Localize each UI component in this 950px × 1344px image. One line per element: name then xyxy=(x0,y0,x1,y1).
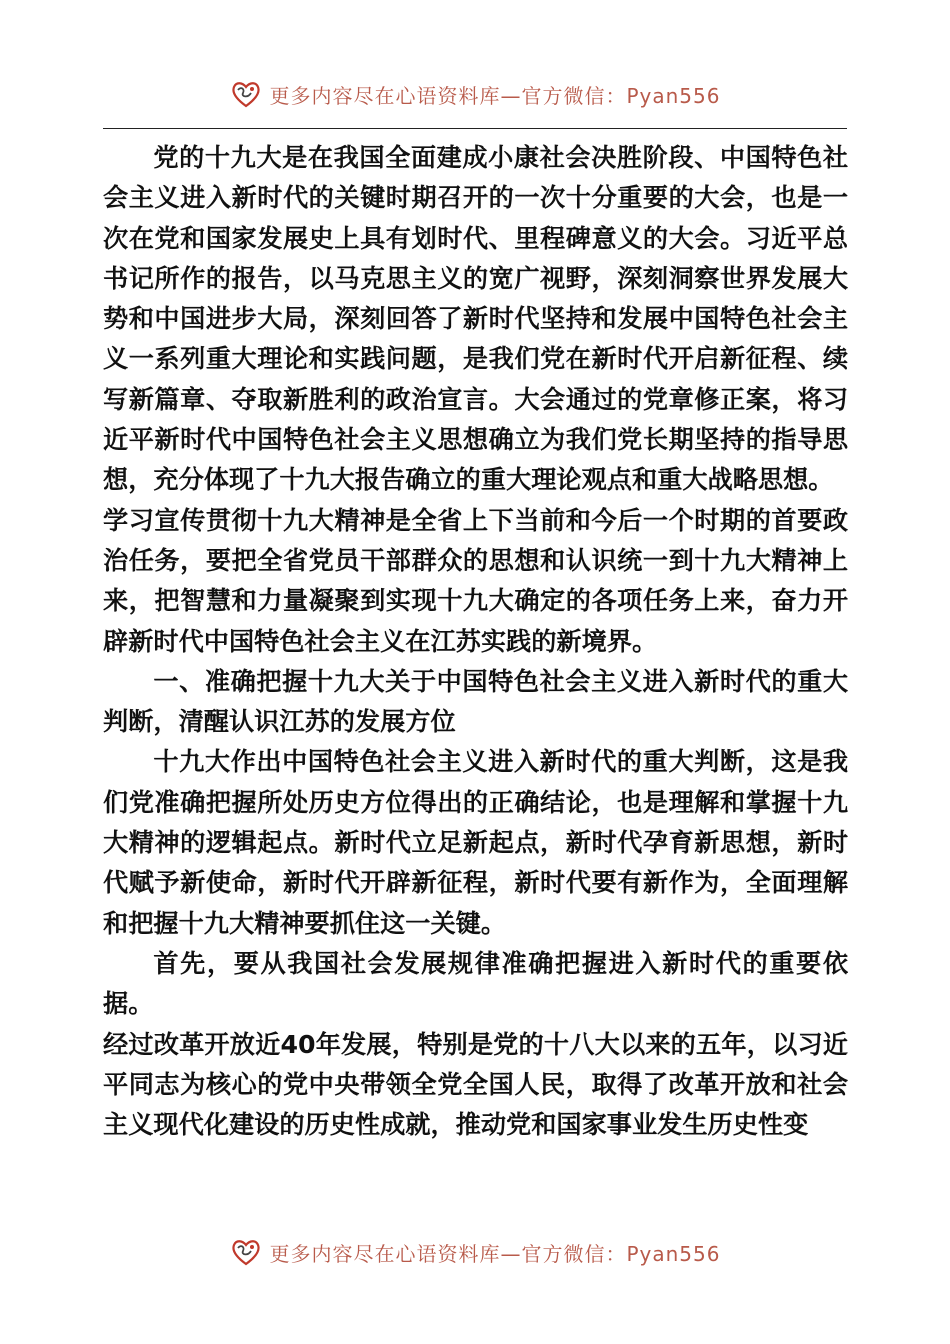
watermark-text: 更多内容尽在心语资料库—官方微信：Pyan556 xyxy=(269,83,721,108)
paragraph-task: 学习宣传贯彻十九大精神是全省上下当前和今后一个时期的首要政治任务，要把全省党员干部群众的思想和认识统一到十九大精神上来，把智慧和力量凝聚到实现十九大确定的各项任务上来，奋力开辟新时代中国特色社会主义在江苏实践的新境界。 xyxy=(103,505,848,656)
header-watermark xyxy=(0,72,950,116)
paragraph-first-point: 首先，要从我国社会发展规律准确把握进入新时代的重要依据。 xyxy=(103,948,848,1019)
heart-swirl-logo-icon xyxy=(229,77,263,111)
section-heading: 一、准确把握十九大关于中国特色社会主义进入新时代的重大判断，清醒认识江苏的发展方位 xyxy=(103,666,848,737)
paragraph-judgement: 十九大作出中国特色社会主义进入新时代的重大判断，这是我们党准确把握所处历史方位得出的正确结论，也是理解和掌握十九大精神的逻辑起点。新时代立足新起点，新时代孕育新思想，新时代赋予新使命，新时代开辟新征程，新时代要有新作为，全面理解和把握十九大精神要抓住这一关键。 xyxy=(103,747,848,938)
document-body xyxy=(103,138,848,1145)
heart-swirl-logo-icon xyxy=(229,1235,263,1269)
watermark-text: 更多内容尽在心语资料库—官方微信：Pyan556 xyxy=(269,1241,721,1266)
footer-watermark xyxy=(0,1230,950,1274)
paragraph-reform: 经过改革开放近40年发展，特别是党的十八大以来的五年，以习近平同志为核心的党中央带领全党全国人民，取得了改革开放和社会主义现代化建设的历史性成就，推动党和国家事业发生历史性变 xyxy=(103,1029,848,1140)
paragraph-intro: 党的十九大是在我国全面建成小康社会决胜阶段、中国特色社会主义进入新时代的关键时期召开的一次十分重要的大会，也是一次在党和国家发展史上具有划时代、里程碑意义的大会。习近平总书记所作的报告，以马克思主义的宽广视野，深刻洞察世界发展大势和中国进步大局，深刻回答了新时代坚持和发展中国特色社会主义一系列重大理论和实践问题，是我们党在新时代开启新征程、续写新篇章、夺取新胜利的政治宣言。大会通过的党章修正案，将习近平新时代中国特色社会主义思想确立为我们党长期坚持的指导思想，充分体现了十九大报告确立的重大理论观点和重大战略思想。 xyxy=(103,143,848,495)
header-divider xyxy=(103,128,847,129)
